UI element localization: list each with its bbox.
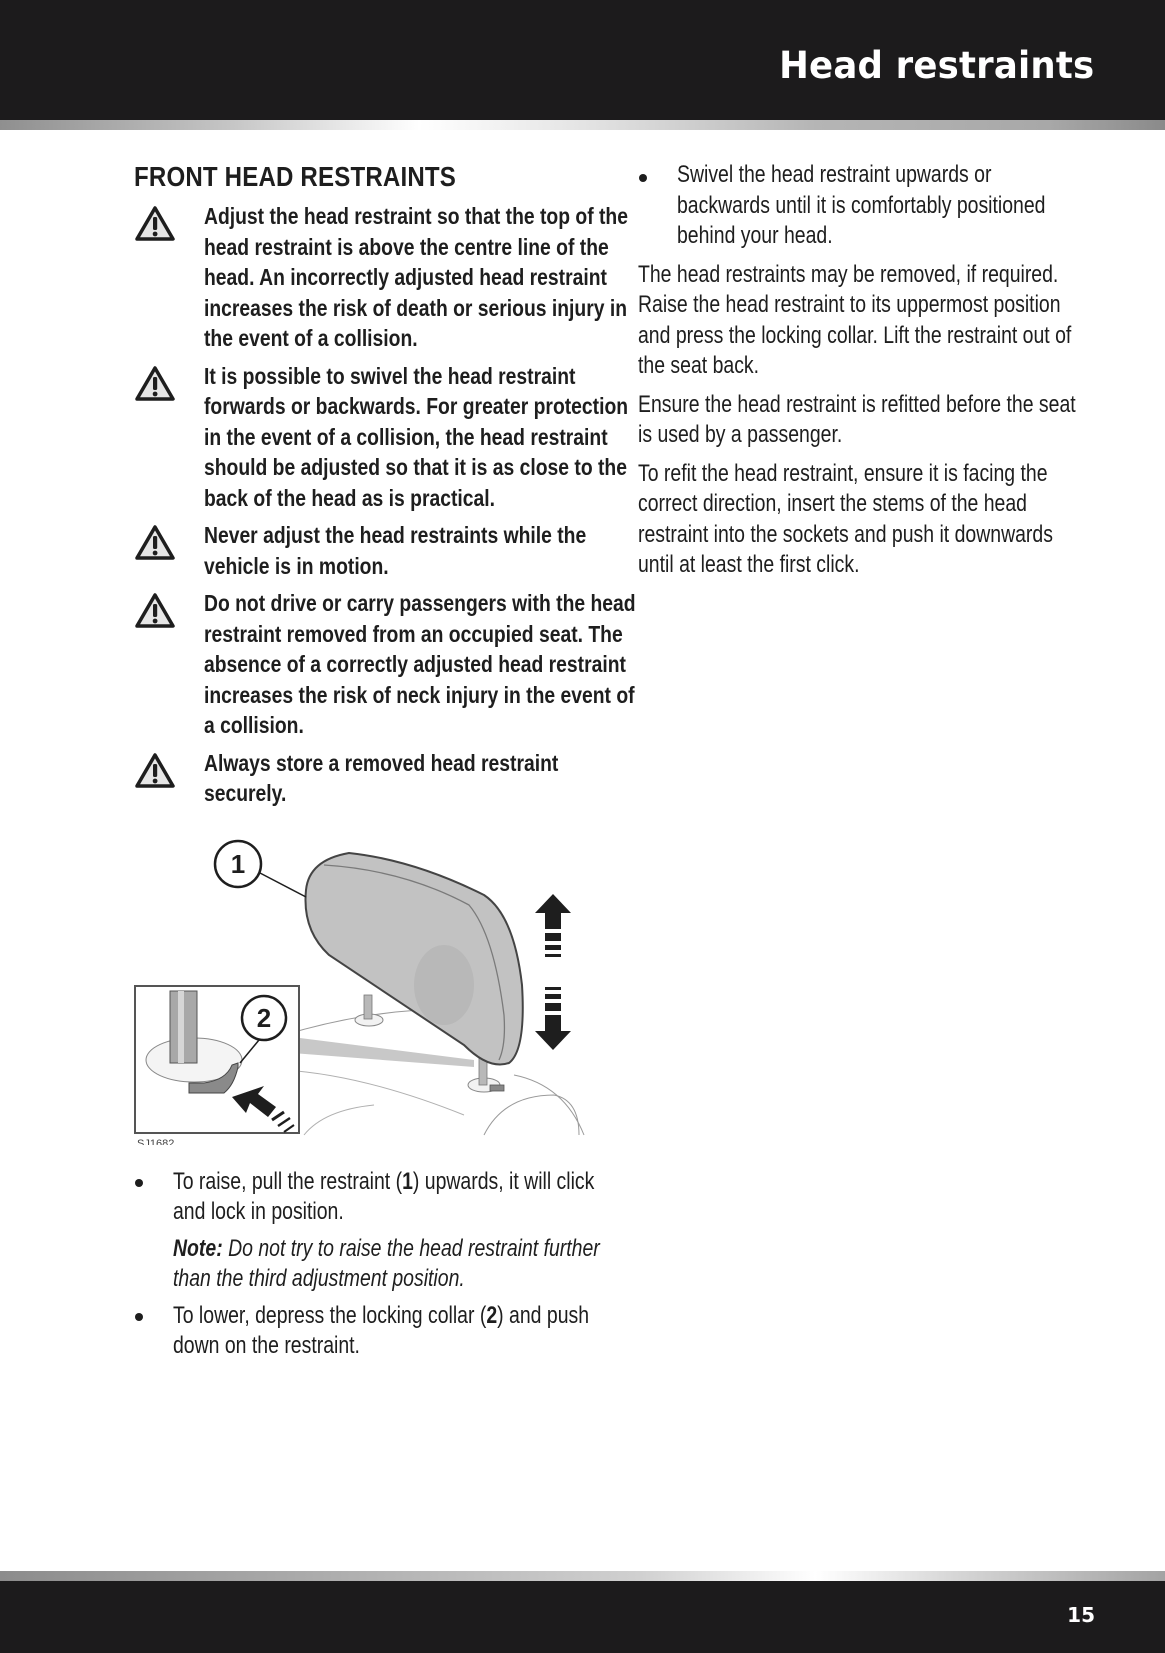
paragraph [638, 390, 1098, 451]
callout-1: 1 [230, 848, 246, 879]
list-item [134, 1167, 600, 1295]
adjustment-steps-list [134, 1167, 600, 1362]
warning-triangle-icon [134, 752, 176, 790]
warning-block [134, 588, 636, 741]
warning-block [134, 748, 594, 809]
list-item [134, 1301, 594, 1362]
right-column [638, 160, 1098, 589]
warning-triangle-icon [134, 524, 176, 562]
bullet-icon [135, 1313, 143, 1321]
page-footer [0, 1581, 1165, 1653]
warning-triangle-icon [134, 205, 176, 243]
warning-text: Always store a removed head restraint securely. [204, 749, 559, 806]
step-text: To raise, pull the restraint (1) upwards, it will click and lock in position. [173, 1167, 595, 1225]
head-restraint-illustration [134, 835, 594, 1145]
list-item [638, 160, 1098, 252]
refit-instructions: To refit the head restraint, ensure it is facing the correct direction, insert the stems of the head restraint into the sockets and push it downwards until at least the first click. [638, 459, 1053, 578]
step-text: To lower, depress the locking collar (2) and push down on the restraint. [173, 1301, 590, 1359]
removal-instructions: The head restraints may be removed, if required. Raise the head restraint to its uppermost position and press the locking collar. Lift the restraint out of the seat back. [638, 260, 1072, 379]
bullet-icon [135, 1179, 143, 1187]
footer-chrome-stripe [0, 1571, 1165, 1581]
warning-block [134, 520, 594, 581]
page-number: 15 [1067, 1603, 1095, 1627]
warning-block [134, 201, 628, 354]
note-text: Note: Do not try to raise the head restraint further than the third adjustment position. [173, 1234, 600, 1292]
paragraph [638, 260, 1098, 382]
warning-text: Adjust the head restraint so that the top of the head restraint is above the centre line of the head. An incorrectly adjusted head restraint increases the risk of death or serious injury in the event of a collision. [204, 203, 628, 351]
section-title: FRONT HEAD RESTRAINTS [134, 161, 457, 192]
warning-triangle-icon [134, 365, 176, 403]
warning-block [134, 361, 629, 514]
note-label: Note: [173, 1234, 223, 1262]
paragraph [638, 459, 1098, 581]
warning-text: Never adjust the head restraints while the vehicle is in motion. [204, 522, 587, 579]
warning-triangle-icon [134, 592, 176, 630]
warning-text: It is possible to swivel the head restraint forwards or backwards. For greater protection in the event of a collision, the head restraint should be adjusted so that it is as close to the back of the head as is practical. [204, 362, 629, 511]
header-chrome-stripe [0, 120, 1165, 130]
figure-reference-code: SJ1682 [137, 1137, 175, 1145]
warning-text: Do not drive or carry passengers with the head restraint removed from an occupied seat. The absence of a correctly adjusted head restraint increases the risk of neck injury in the event of a collision. [204, 590, 636, 738]
head-restraint-diagram [134, 835, 594, 1145]
refit-warning: Ensure the head restraint is refitted before the seat is used by a passenger. [638, 390, 1076, 448]
page-title: Head restraints [778, 44, 1094, 87]
callout-2: 2 [256, 1002, 272, 1033]
left-column [134, 160, 636, 1368]
bullet-icon [639, 174, 647, 182]
swivel-instruction: Swivel the head restraint upwards or backwards until it is comfortably positioned behind your head. [677, 161, 1046, 249]
